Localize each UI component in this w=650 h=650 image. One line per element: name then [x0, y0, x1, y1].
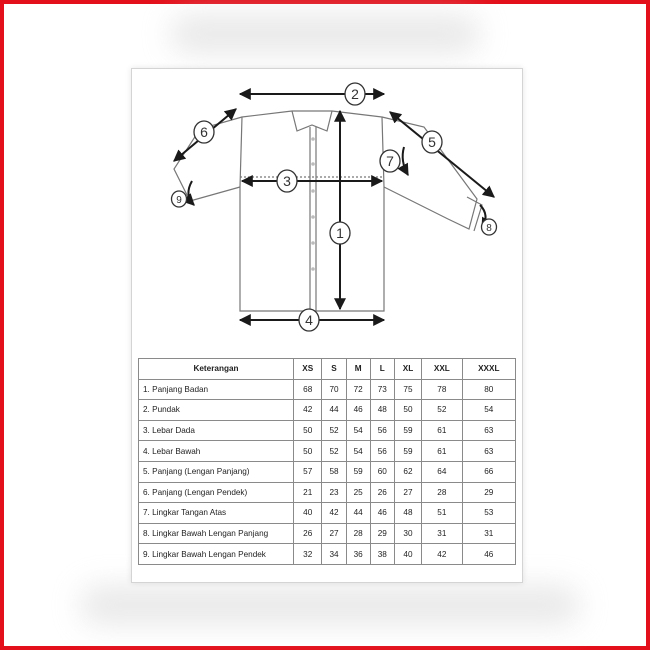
size-value-cell: 36	[346, 544, 370, 565]
size-value-cell: 75	[394, 379, 421, 400]
size-value-cell: 59	[346, 461, 370, 482]
marker-4: 4	[305, 312, 313, 328]
row-label: 6. Panjang (Lengan Pendek)	[139, 482, 294, 503]
size-value-cell: 56	[370, 441, 394, 462]
header-xl: XL	[394, 359, 421, 380]
collar	[292, 111, 332, 131]
shirt-buttons	[311, 137, 315, 271]
table-row	[139, 379, 516, 400]
size-value-cell: 50	[394, 400, 421, 421]
size-table-body	[139, 379, 516, 564]
size-value-cell: 53	[462, 503, 515, 524]
table-row	[139, 420, 516, 441]
size-value-cell: 62	[394, 461, 421, 482]
size-value-cell: 25	[346, 482, 370, 503]
size-value-cell: 42	[422, 544, 462, 565]
size-value-cell: 26	[370, 482, 394, 503]
size-value-cell: 28	[422, 482, 462, 503]
header-xs: XS	[294, 359, 322, 380]
marker-5: 5	[428, 134, 436, 150]
size-value-cell: 52	[322, 441, 346, 462]
table-row	[139, 503, 516, 524]
marker-3: 3	[283, 173, 291, 189]
size-value-cell: 54	[346, 441, 370, 462]
shirt-body	[240, 111, 384, 311]
size-value-cell: 52	[322, 420, 346, 441]
header-xxl: XXL	[422, 359, 462, 380]
size-table-header-row	[139, 359, 516, 380]
table-row	[139, 544, 516, 565]
table-row	[139, 441, 516, 462]
marker-7: 7	[386, 153, 394, 169]
size-chart-card	[131, 68, 523, 583]
table-row	[139, 482, 516, 503]
size-value-cell: 72	[346, 379, 370, 400]
size-value-cell: 40	[394, 544, 421, 565]
size-value-cell: 64	[422, 461, 462, 482]
size-value-cell: 80	[462, 379, 515, 400]
size-value-cell: 51	[422, 503, 462, 524]
size-value-cell: 50	[294, 420, 322, 441]
marker-9: 9	[176, 195, 182, 206]
size-value-cell: 29	[462, 482, 515, 503]
size-value-cell: 70	[322, 379, 346, 400]
size-value-cell: 54	[462, 400, 515, 421]
size-value-cell: 42	[294, 400, 322, 421]
size-value-cell: 56	[370, 420, 394, 441]
row-label: 4. Lebar Bawah	[139, 441, 294, 462]
size-value-cell: 31	[422, 523, 462, 544]
size-value-cell: 63	[462, 420, 515, 441]
row-label: 9. Lingkar Bawah Lengan Pendek	[139, 544, 294, 565]
marker-6: 6	[200, 124, 208, 140]
size-value-cell: 21	[294, 482, 322, 503]
measure-markers	[172, 83, 497, 331]
size-value-cell: 68	[294, 379, 322, 400]
size-value-cell: 50	[294, 441, 322, 462]
row-label: 1. Panjang Badan	[139, 379, 294, 400]
size-value-cell: 44	[346, 503, 370, 524]
size-value-cell: 78	[422, 379, 462, 400]
header-s: S	[322, 359, 346, 380]
size-value-cell: 29	[370, 523, 394, 544]
size-value-cell: 27	[322, 523, 346, 544]
table-row	[139, 461, 516, 482]
row-label: 3. Lebar Dada	[139, 420, 294, 441]
size-value-cell: 30	[394, 523, 421, 544]
size-value-cell: 60	[370, 461, 394, 482]
size-value-cell: 66	[462, 461, 515, 482]
size-value-cell: 34	[322, 544, 346, 565]
table-row	[139, 400, 516, 421]
arrow-9-short-cuff	[188, 181, 194, 205]
row-label: 8. Lingkar Bawah Lengan Panjang	[139, 523, 294, 544]
measure-arrows	[174, 94, 494, 320]
size-value-cell: 59	[394, 441, 421, 462]
marker-8: 8	[486, 223, 492, 234]
blurred-background-bottom	[80, 585, 580, 625]
header-m: M	[346, 359, 370, 380]
row-label: 2. Pundak	[139, 400, 294, 421]
size-value-cell: 48	[394, 503, 421, 524]
size-value-cell: 63	[462, 441, 515, 462]
size-value-cell: 59	[394, 420, 421, 441]
size-value-cell: 38	[370, 544, 394, 565]
table-row	[139, 523, 516, 544]
size-value-cell: 52	[422, 400, 462, 421]
size-table	[138, 358, 516, 565]
shirt-measurement-diagram	[132, 69, 522, 354]
size-value-cell: 61	[422, 441, 462, 462]
arrow-7-upper-arm	[403, 147, 408, 175]
size-value-cell: 54	[346, 420, 370, 441]
header-keterangan: Keterangan	[139, 359, 294, 380]
header-xxxl: XXXL	[462, 359, 515, 380]
size-value-cell: 46	[462, 544, 515, 565]
size-value-cell: 26	[294, 523, 322, 544]
size-value-cell: 61	[422, 420, 462, 441]
row-label: 7. Lingkar Tangan Atas	[139, 503, 294, 524]
size-value-cell: 46	[346, 400, 370, 421]
size-value-cell: 46	[370, 503, 394, 524]
size-value-cell: 44	[322, 400, 346, 421]
row-label: 5. Panjang (Lengan Panjang)	[139, 461, 294, 482]
header-l: L	[370, 359, 394, 380]
size-value-cell: 27	[394, 482, 421, 503]
size-value-cell: 58	[322, 461, 346, 482]
size-value-cell: 32	[294, 544, 322, 565]
size-value-cell: 73	[370, 379, 394, 400]
marker-2: 2	[351, 86, 359, 102]
size-value-cell: 31	[462, 523, 515, 544]
size-value-cell: 40	[294, 503, 322, 524]
marker-1: 1	[336, 225, 344, 241]
size-value-cell: 48	[370, 400, 394, 421]
size-value-cell: 23	[322, 482, 346, 503]
arrow-5-long-sleeve	[390, 112, 494, 197]
blurred-background-top	[170, 14, 480, 54]
size-value-cell: 57	[294, 461, 322, 482]
size-value-cell: 28	[346, 523, 370, 544]
size-value-cell: 42	[322, 503, 346, 524]
